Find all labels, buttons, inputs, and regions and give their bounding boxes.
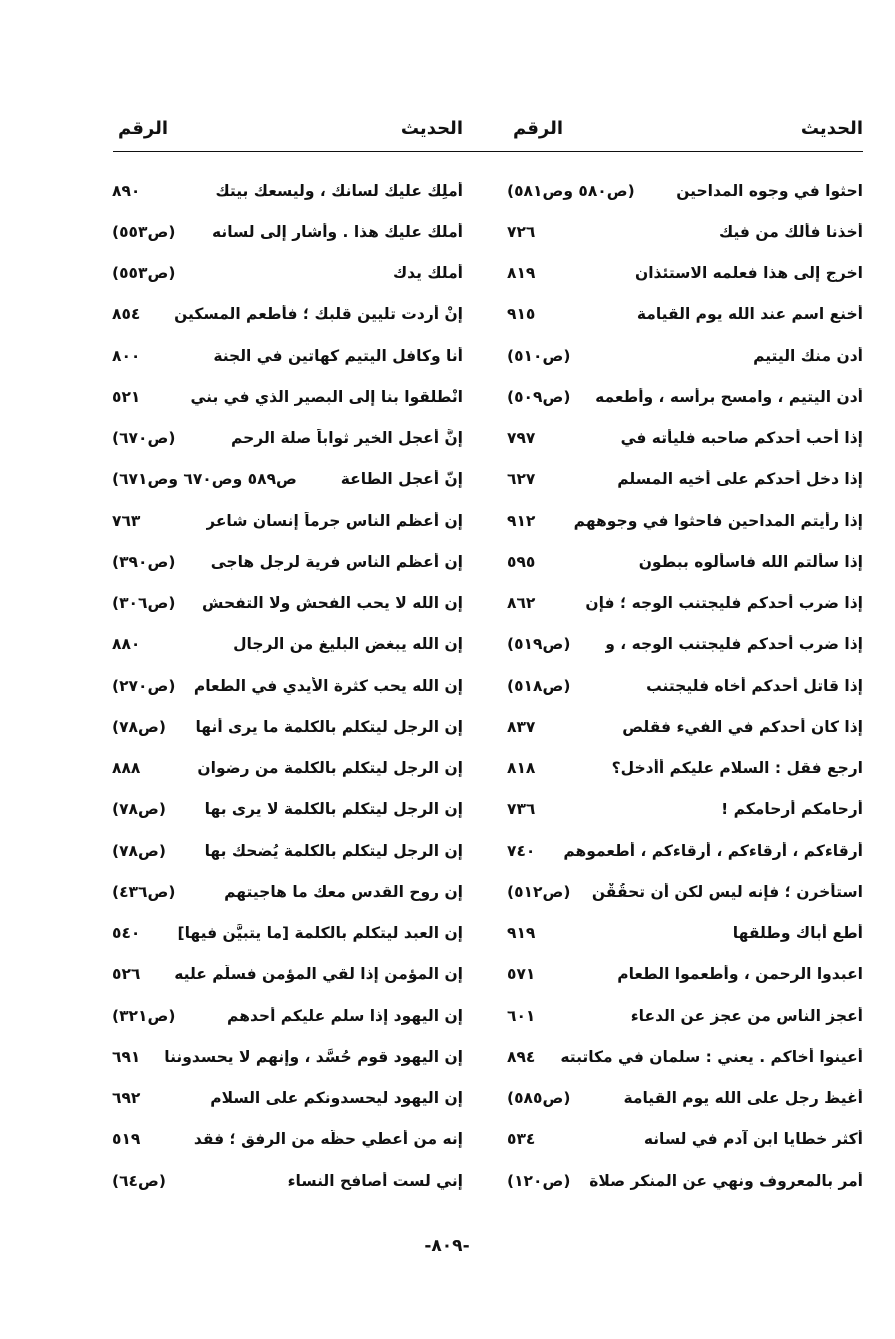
index-row (503, 335, 863, 376)
reference-number: ٨٩٤ (507, 1047, 536, 1066)
reference-number: (ص١٢٠) (507, 1171, 571, 1190)
index-row (108, 1078, 463, 1119)
index-row (503, 211, 863, 252)
hadith-text: إذا دخل أحدكم على أخيه المسلم (617, 470, 863, 489)
reference-number: (ص٥٥٣) (112, 222, 176, 241)
hadith-text: إن الله لا يحب الفحش ولا التفحش (202, 594, 463, 613)
hadith-header: الحديث (400, 117, 463, 139)
reference-number: (ص٦٤) (112, 1171, 166, 1190)
reference-number: (ص٥٠٩) (507, 387, 571, 406)
reference-number: (ص٥١٨) (507, 676, 571, 695)
hadith-text: إذا ضرب أحدكم فليجتنب الوجه ، و (605, 635, 863, 654)
reference-number: ٨١٩ (507, 264, 536, 283)
reference-number: (ص٤٣٦) (112, 882, 176, 901)
index-row (108, 789, 463, 830)
index-row (503, 500, 863, 541)
hadith-text: إنه من أُعطي حظَّه من الرفق ؛ فقد (193, 1130, 463, 1149)
index-row (503, 541, 863, 582)
index-row (108, 294, 463, 335)
index-row (503, 995, 863, 1036)
index-row (108, 500, 463, 541)
reference-number: ٥٢١ (112, 387, 141, 406)
hadith-text: احثوا في وجوه المداحين (676, 181, 863, 200)
index-row (503, 1119, 863, 1160)
hadith-text: إن الله يحب كثرة الأيدي في الطعام (193, 676, 463, 695)
hadith-text: أمر بالمعروف ونهي عن المنكر صلاة (589, 1171, 863, 1190)
reference-number: ٦٩٢ (112, 1089, 141, 1108)
index-row (108, 706, 463, 747)
reference-number: ٨١٨ (507, 759, 536, 778)
reference-number: ٥٢٦ (112, 965, 141, 984)
reference-number: (ص٦٧٠) (112, 429, 176, 448)
hadith-text: أكثر خطايا ابن آدم في لسانه (643, 1130, 863, 1149)
hadith-text: اخرج إلى هذا فعلمه الاستئذان (635, 264, 863, 283)
hadith-text: أدن اليتيم ، وامسح برأسه ، وأطعمه (595, 387, 863, 406)
hadith-text: إذا أحب أحدكم صاحبه فليأته في (620, 429, 863, 448)
hadith-text: أرقاءكم ، أرقاءكم ، أرقاءكم ، أطعموهم (563, 841, 863, 860)
hadith-text: أنا وكافل اليتيم كهاتين في الجنة (213, 346, 463, 365)
reference-number: ٥٩٥ (507, 552, 536, 571)
reference-number: ٧٩٧ (507, 429, 536, 448)
reference-number: ٧٢٦ (507, 222, 536, 241)
hadith-text: أملك يدك (392, 264, 463, 283)
hadith-text: إن اليهود قوم حُسَّد ، وإنهم لا يحسدوننا (164, 1047, 463, 1066)
reference-number: ٨٦٢ (507, 594, 536, 613)
reference-number: (ص٥١٩) (507, 635, 571, 654)
reference-number: ٥٧١ (507, 965, 536, 984)
index-row (503, 871, 863, 912)
index-row (503, 913, 863, 954)
index-row (503, 706, 863, 747)
reference-number: (ص٥١٠) (507, 346, 571, 365)
index-row (503, 665, 863, 706)
reference-number: ٨٩٠ (112, 181, 141, 200)
hadith-text: إن اليهود ليحسدونكم على السلام (210, 1089, 463, 1108)
index-row (108, 211, 463, 252)
reference-number: ٨٨٨ (112, 759, 141, 778)
hadith-text: إذا قاتل أحدكم أخاه فليجتنب (646, 676, 863, 695)
reference-number: (ص٣٠٦) (112, 594, 176, 613)
index-row (503, 253, 863, 294)
reference-number: ٦٩١ (112, 1047, 141, 1066)
index-row (108, 995, 463, 1036)
index-row (503, 830, 863, 871)
reference-number: (ص٧٨) (112, 800, 166, 819)
reference-number: (ص٥٨٥) (507, 1089, 571, 1108)
number-header: الرقم (117, 117, 169, 139)
reference-number: (ص٧٨) (112, 717, 166, 736)
hadith-text: إذا سألتم الله فاسألوه ببطون (638, 552, 863, 571)
left-column-rows (108, 170, 463, 1201)
index-row (503, 1078, 863, 1119)
index-row (108, 541, 463, 582)
hadith-text: أغيظ رجل على الله يوم القيامة (623, 1089, 863, 1108)
index-row (108, 376, 463, 417)
hadith-text: إن روح القدس معك ما هاجيتهم (224, 882, 463, 901)
hadith-text: إذا رأيتم المداحين فاحثوا في وجوههم (573, 511, 863, 530)
hadith-text: إن المؤمن إذا لقي المؤمن فسلَّم عليه (174, 965, 463, 984)
hadith-text: أطع أباك وطلقها (732, 924, 863, 943)
right-column-rows (503, 170, 863, 1201)
hadith-header: الحديث (800, 117, 863, 139)
hadith-text: إن أعظم الناس جرماً إنسان شاعر (206, 511, 463, 530)
hadith-text: ارجع فقل : السلام عليكم أأدخل؟ (611, 759, 863, 778)
index-row (108, 1160, 463, 1201)
index-row (108, 170, 463, 211)
right-column (503, 112, 863, 1190)
hadith-text: أعينوا أخاكم . يعني : سلمان في مكاتبته (560, 1047, 863, 1066)
index-row (503, 170, 863, 211)
index-row (108, 583, 463, 624)
hadith-text: إن الرجل ليتكلم بالكلمة ما يرى أنها (195, 717, 463, 736)
hadith-text: إن الله يبغض البليغ من الرجال (233, 635, 463, 654)
index-row (108, 1119, 463, 1160)
hadith-text: استأخرن ؛ فإنه ليس لكن أن تحقُقْن (591, 882, 863, 901)
reference-number: ٦٠١ (507, 1006, 536, 1025)
reference-number: ٦٢٧ (507, 470, 536, 489)
hadith-text: إذا كان أحدكم في الفيء فقلص (622, 717, 863, 736)
page-number: -٨٠٩- (424, 1236, 470, 1256)
index-row (108, 1036, 463, 1077)
index-row (503, 459, 863, 500)
index-row (503, 624, 863, 665)
reference-number: ٨٠٠ (112, 346, 141, 365)
index-row (108, 954, 463, 995)
hadith-text: اعبدوا الرحمن ، وأطعموا الطعام (617, 965, 863, 984)
hadith-text: إن أعظم الناس فرية لرجل هاجى (210, 552, 463, 571)
number-header: الرقم (512, 117, 564, 139)
index-row (503, 418, 863, 459)
index-row (108, 913, 463, 954)
index-row (108, 624, 463, 665)
reference-number: ٨٨٠ (112, 635, 141, 654)
hadith-text: أخذنا فألك من فيك (719, 222, 863, 241)
hadith-text: إن الرجل ليتكلم بالكلمة لا يرى بها (204, 800, 463, 819)
reference-number: (ص٥١٢) (507, 882, 571, 901)
hadith-text: أدن منك اليتيم (753, 346, 863, 365)
hadith-text: إن اليهود إذا سلم عليكم أحدهم (227, 1006, 463, 1025)
reference-number: ٥١٩ (112, 1130, 141, 1149)
index-row (108, 830, 463, 871)
index-row (503, 1036, 863, 1077)
hadith-text: أملِك عليك لسانك ، وليسعك بيتك (215, 181, 463, 200)
header-divider (113, 151, 863, 152)
reference-number: (ص٥٨٠ وص٥٨١) (507, 181, 635, 200)
hadith-text: إنْ أردت تليين قلبك ؛ فأطعم المسكين (174, 305, 463, 324)
index-row (108, 418, 463, 459)
reference-number: ٧٣٦ (507, 800, 536, 819)
index-row (503, 376, 863, 417)
hadith-text: أملك عليك هذا . وأشار إلى لسانه (211, 222, 463, 241)
hadith-text: إنّ أعجل الطاعة (340, 470, 463, 489)
hadith-text: إن الرجل ليتكلم بالكلمة يُضحك بها (204, 841, 463, 860)
right-column-header (503, 112, 863, 144)
index-row (108, 665, 463, 706)
hadith-text: أرحامكم أرحامكم ! (721, 800, 863, 819)
reference-number: ٩١٢ (507, 511, 536, 530)
index-row (503, 954, 863, 995)
reference-number: (ص٥٥٣) (112, 264, 176, 283)
left-column (108, 112, 463, 1190)
hadith-text: إذا ضرب أحدكم فليجتنب الوجه ؛ فإن (585, 594, 863, 613)
hadith-text: انْطلقوا بنا إلى البصير الذي في بني (190, 387, 463, 406)
index-row (108, 748, 463, 789)
reference-number: (ص٣٢١) (112, 1006, 176, 1025)
reference-number: ٧٤٠ (507, 841, 536, 860)
index-row (503, 1160, 863, 1201)
left-column-header (108, 112, 463, 144)
hadith-text: أعجز الناس من عجز عن الدعاء (630, 1006, 863, 1025)
reference-number: ٨٥٤ (112, 305, 141, 324)
hadith-text: إنَّ أعجل الخير ثواباً صلة الرحم (230, 429, 463, 448)
hadith-text: أخنع اسم عند الله يوم القيامة (636, 305, 863, 324)
index-row (108, 459, 463, 500)
index-row (503, 748, 863, 789)
reference-number: ٩١٩ (507, 924, 536, 943)
hadith-text: إني لست أصافح النساء (287, 1171, 463, 1190)
reference-number: ٥٤٠ (112, 924, 141, 943)
reference-number: (ص٧٨) (112, 841, 166, 860)
reference-number: (ص٢٧٠) (112, 676, 176, 695)
index-row (503, 583, 863, 624)
index-row (503, 789, 863, 830)
index-row (108, 335, 463, 376)
index-row (503, 294, 863, 335)
hadith-text: إن العبد ليتكلم بالكلمة [ما يتبيَّن فيها] (177, 924, 463, 943)
reference-number: (ص٣٩٠) (112, 552, 176, 571)
reference-number: ٥٣٤ (507, 1130, 536, 1149)
index-row (108, 871, 463, 912)
reference-number: ٧٦٣ (112, 511, 141, 530)
index-row (108, 253, 463, 294)
reference-number: ٩١٥ (507, 305, 536, 324)
reference-number: ٨٣٧ (507, 717, 536, 736)
hadith-text: إن الرجل ليتكلم بالكلمة من رضوان (197, 759, 463, 778)
reference-number: ص٥٨٩ وص٦٧٠ وص٦٧١) (112, 470, 297, 489)
